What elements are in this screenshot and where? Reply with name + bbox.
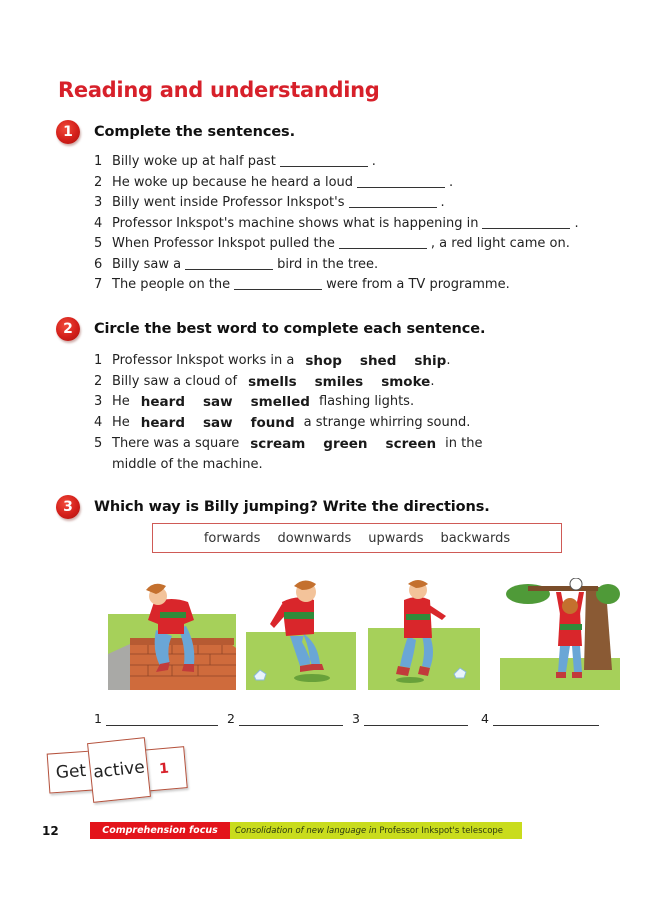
item-number: 3 [94,195,103,210]
word-box-item: upwards [368,530,424,546]
word-option[interactable]: screen [385,435,437,452]
answer-blank[interactable] [349,193,437,208]
item-number: 4 [94,415,103,431]
item-number: 1 [94,353,103,368]
logo-level: 1 [158,760,170,778]
exercise-1-heading [56,120,295,144]
sentence-text: Billy went inside Professor Inkspot's [112,195,345,210]
sentence-text: . [430,373,435,389]
word-option[interactable]: smells [248,373,297,390]
circle-item [94,392,483,413]
sentence-text: There was a square [112,435,240,451]
circle-item [94,372,483,393]
logo-card [87,737,151,803]
sentence-text: Professor Inkspot's machine shows what is happening in [112,215,479,231]
sentence-text: He [112,415,130,431]
sentence-text: When Professor Inkspot pulled the [112,236,335,251]
get-active-logo [44,738,204,808]
word-option[interactable]: smelled [250,394,310,411]
sentence-text: . [371,154,376,169]
sentence-text: a strange whirring sound. [303,415,471,431]
sentence-text: He woke up because he heard a loud [112,174,354,190]
jump-down-illustration [108,578,236,690]
exercise-number-badge: 2 [56,317,80,341]
exercise-number-badge: 1 [56,120,80,144]
page-title: Reading and understanding [58,78,380,102]
item-number: 4 [94,215,103,231]
item-number: 3 [94,394,103,410]
exercise-2-heading [56,317,485,341]
sentence-text: middle of the machine. [112,456,263,472]
circle-item-continuation [94,455,483,476]
word-option[interactable]: scream [250,435,306,452]
item-number: 5 [94,435,103,451]
item-number: 3 [352,711,360,726]
sentence-text: Billy woke up at half past [112,154,276,169]
sentence-text: The people on the [112,277,231,292]
word-option[interactable]: ship [414,353,447,369]
jump-forward-illustration [246,578,356,690]
sentence-text: bird in the tree. [277,256,379,272]
answer-blank[interactable] [493,713,599,726]
exercise-2-instruction: Circle the best word to complete each sentence. [94,321,486,337]
page-number: 12 [42,823,59,838]
exercise-2-list [94,351,483,475]
answer-blank[interactable] [482,214,570,229]
exercise-3-instruction: Which way is Billy jumping? Write the directions. [94,499,490,515]
exercise-number-badge: 3 [56,495,80,519]
jump-illustrations [100,578,620,690]
logo-word: active [92,757,146,783]
word-option[interactable]: smoke [381,373,431,390]
sentence-text: . [440,195,445,210]
word-option[interactable]: shop [305,353,342,369]
sentence-text: flashing lights. [318,394,415,410]
answer-line[interactable] [227,711,343,726]
word-option[interactable]: green [323,435,368,452]
sentence-item [94,214,579,235]
sentence-item [94,152,579,173]
sentence-item [94,234,579,255]
answer-blank[interactable] [280,152,368,167]
item-number: 2 [94,174,103,190]
circle-item [94,351,483,372]
word-option[interactable]: found [250,415,295,432]
item-number: 2 [227,711,235,726]
word-option[interactable]: smiles [314,373,364,390]
word-box-item: downwards [277,530,352,546]
sentence-text: , a red light came on. [430,236,570,251]
answer-blank[interactable] [357,173,445,188]
jump-backward-illustration [368,578,480,690]
exercise-1-instruction: Complete the sentences. [94,124,295,140]
sentence-text: Billy saw a cloud of [112,373,238,389]
answer-blank[interactable] [106,713,218,726]
answer-blank[interactable] [239,713,343,726]
word-option[interactable]: saw [202,415,233,432]
answer-blank[interactable] [364,713,468,726]
circle-item [94,413,483,434]
consolidation-label [230,822,522,839]
sentence-text: in the [445,435,483,451]
story-title: Professor Inkspot's telescope [379,825,504,836]
jump-up-illustration [500,578,620,690]
item-number: 1 [94,711,102,726]
word-box [152,523,562,553]
sentence-text: . [574,215,579,231]
sentence-text: were from a TV programme. [326,277,510,292]
item-number: 6 [94,256,103,272]
item-number: 7 [94,277,103,292]
circle-item [94,434,483,455]
answer-blank[interactable] [339,234,427,249]
word-box-item: forwards [203,530,261,546]
word-box-item: backwards [440,530,511,546]
item-number: 5 [94,236,103,251]
logo-word: Get [55,760,87,784]
answer-line[interactable] [481,711,599,726]
word-option[interactable]: heard [140,415,185,432]
sentence-text: . [449,174,454,190]
sentence-item [94,193,579,214]
sentence-text: He [112,394,130,410]
word-option[interactable]: saw [202,394,233,411]
comprehension-focus-label: Comprehension focus [90,822,230,839]
word-option[interactable]: heard [140,394,185,411]
sentence-text: Billy saw a [112,256,182,272]
exercise-3-heading [56,495,490,519]
word-option[interactable]: shed [359,353,397,369]
item-number: 1 [94,154,103,169]
sentence-item [94,173,579,194]
exercise-1-list [94,152,579,296]
answer-line[interactable] [94,711,218,726]
sentence-text: . [446,353,451,368]
item-number: 4 [481,711,489,726]
page-footer [42,822,522,839]
answer-blank[interactable] [234,275,322,290]
sentence-item [94,275,579,296]
sentence-item [94,255,579,276]
item-number: 2 [94,373,103,389]
answer-blank[interactable] [185,255,273,270]
answer-line[interactable] [352,711,468,726]
sentence-text: Professor Inkspot works in a [112,353,295,368]
consolidation-text: Consolidation of new language in [235,825,377,836]
